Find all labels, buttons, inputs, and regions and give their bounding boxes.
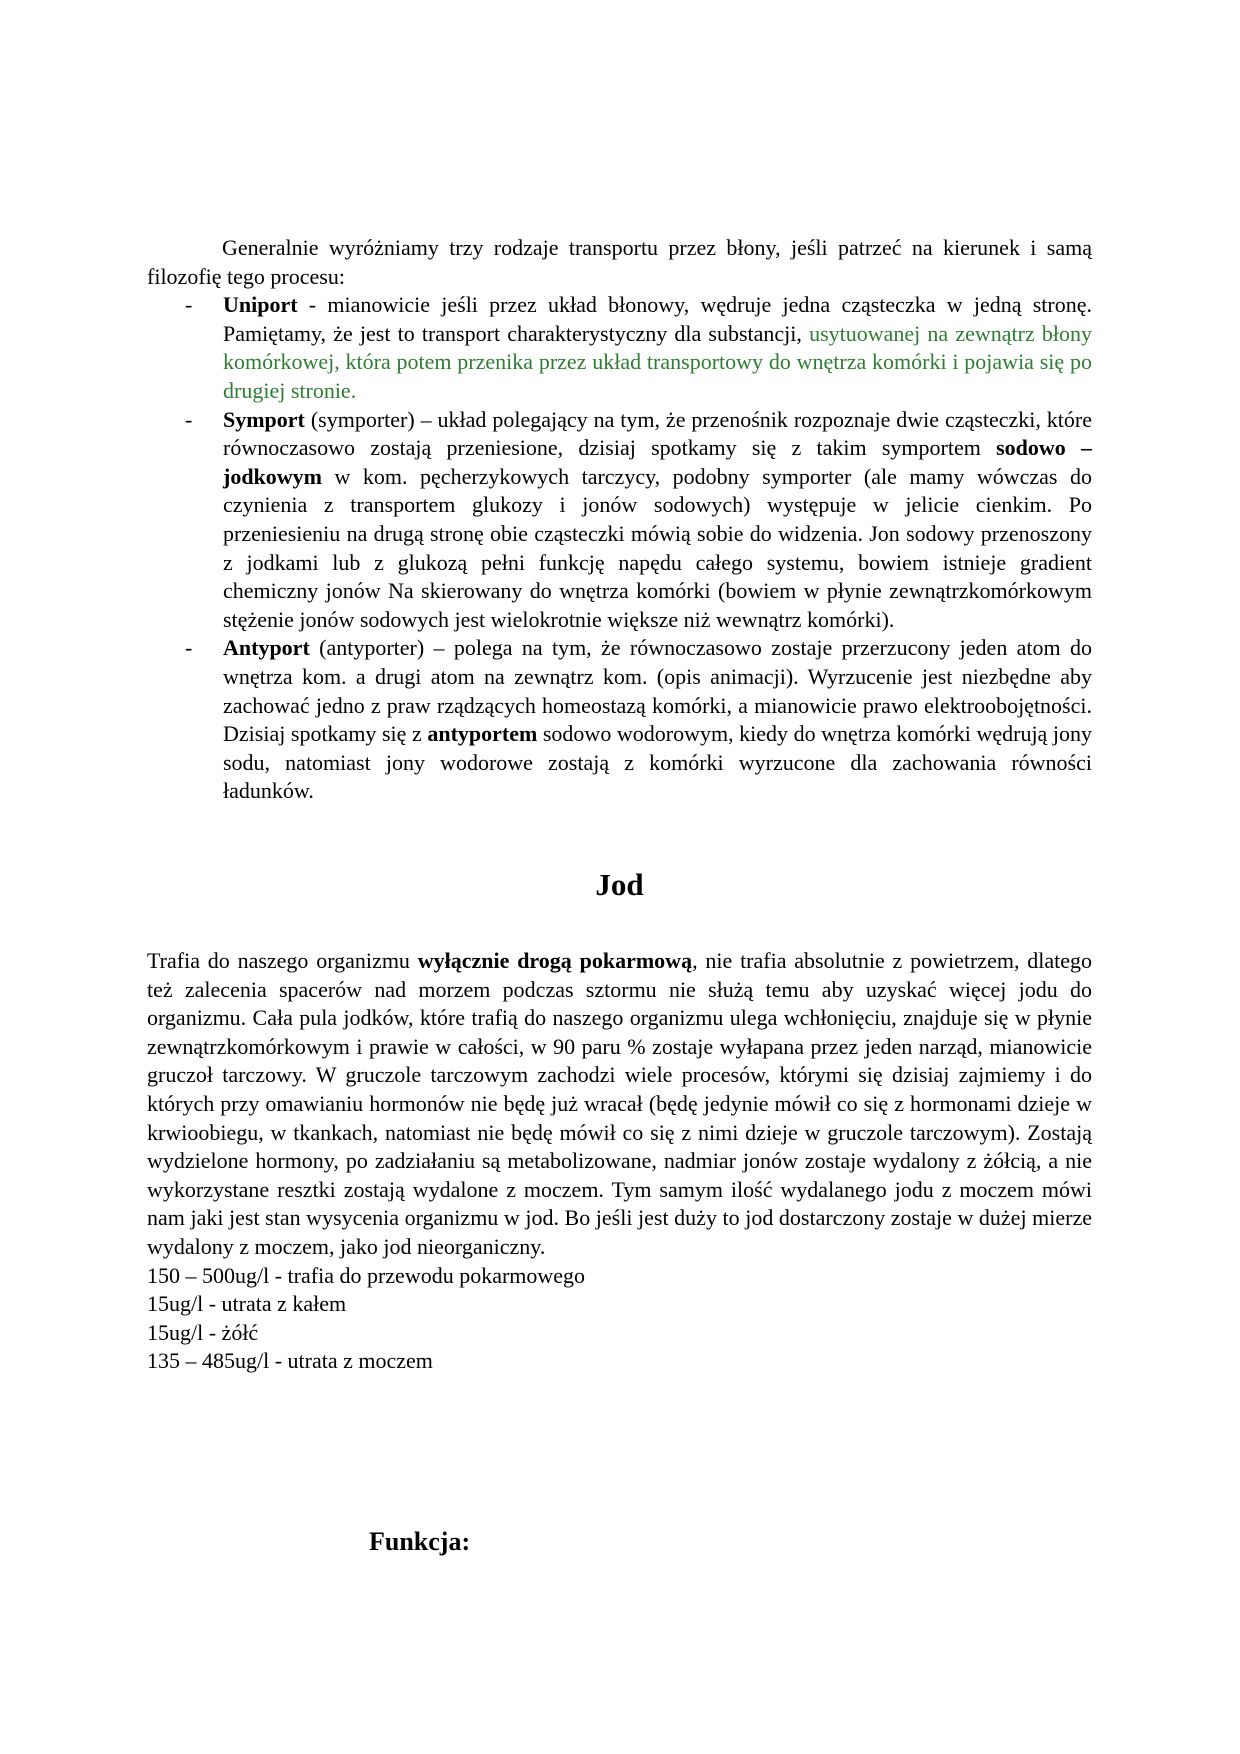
iodine-flow-list <box>147 1262 1092 1376</box>
uniport-text: - mianowicie jeśli przez układ błonowy, wędruje jedna cząsteczka w jedną stronę. Pamiętamy, że jest to transport charakterystyczny dla substancji, <box>223 292 1092 346</box>
list-dash: - <box>185 406 193 432</box>
symport-text-a: (symporter) – układ polegający na tym, że przenośnik rozpoznaje dwie cząsteczki, które równoczasowo zostają przeniesione, dzisiaj spotkamy się z takim symportem <box>223 406 1092 461</box>
flow-item: 15ug/l - żółć <box>147 1319 259 1345</box>
heading-funkcja: Funkcja: <box>369 1527 471 1556</box>
flow-item: 135 – 485ug/l - utrata z moczem <box>147 1348 433 1374</box>
antyport-bold-term: antyportem <box>427 721 538 747</box>
symport-text-c: w kom. pęcherzykowych tarczycy, podobny symporter (ale mamy wówczas do czynienia z transportem glukozy i jonów sodowych) występuje w jelicie cienkim. Po przeniesieniu na drugą stronę obie cząsteczki mówią sobie do widzenia. Jon sodowy przenoszony z jodkami lub z glukozą pełni funkcję napędu całego systemu, bowiem istnieje gradient chemiczny jonów Na skierowany do wnętrza komórki (bowiem w płynie zewnątrzkomórkowym stężenie jonów sodowych jest wielokrotnie większe niż wewnątrz komórki). <box>223 463 1092 632</box>
list-item-symport <box>147 406 1092 635</box>
iodine-section <box>147 947 1092 1376</box>
symport-bold-term: sodowo – jodkowym <box>223 435 1092 489</box>
list-dash: - <box>185 635 193 661</box>
flow-item: 150 – 500ug/l - trafia do przewodu pokarmowego <box>147 1262 586 1288</box>
iodine-text-a: Trafia do naszego organizmu <box>147 948 418 973</box>
transport-types-list <box>147 291 1092 806</box>
iodine-paragraph <box>147 947 1092 1262</box>
antyport-text-c: sodowo wodorowym, kiedy do wnętrza komórki wędrują jony sodu, natomiast jony wodorowe zostają z komórki wyrzucone dla zachowania równości ładunków. <box>223 721 1092 804</box>
antyport-text-a: (antyporter) – polega na tym, że równoczasowo zostaje przerzucony jeden atom do wnętrza kom. a drugi atom na zewnątrz kom. (opis animacji). Wyrzucenie jest niezbędne aby zachować jedno z praw rządzących homeostazą komórki, a mianowicie prawo elektroobojętności. Dzisiaj spotkamy się z <box>223 635 1092 747</box>
intro-paragraph: Generalnie wyróżniamy trzy rodzaje transportu przez błony, jeśli patrzeć na kierunek i samą filozofię tego procesu: <box>147 235 1092 289</box>
heading-jod: Jod <box>595 867 644 902</box>
iodine-bold-text: wyłącznie drogą pokarmową <box>417 948 693 973</box>
uniport-highlight-text: usytuowanej na zewnątrz błony komórkowej, która potem przenika przez układ transportowy do wnętrza komórki i pojawia się po drugiej stronie. <box>223 320 1093 403</box>
flow-item: 15ug/l - utrata z kałem <box>147 1291 347 1317</box>
list-item-uniport <box>147 291 1092 405</box>
list-dash: - <box>185 292 193 318</box>
term-symport: Symport <box>223 406 305 432</box>
list-item-antyport <box>147 634 1092 806</box>
document-body <box>147 234 1093 1556</box>
iodine-text-b: , nie trafia absolutnie z powietrzem, dlatego też zalecenia spacerów nad morzem podczas sztormu nie służą temu aby uzyskać więcej jodu do organizmu. Cała pula jodków, które trafią do naszego organizmu ulega wchłonięciu, znajduje się w płynie zewnątrzkomórkowym i prawie w całości, w 90 paru % zostaje wyłapana przez jeden narząd, mianowicie gruczoł tarczowy. W gruczole tarczowym zachodzi wiele procesów, którymi się dzisiaj zajmiemy i do których przy omawianiu hormonów nie będę już wracał (będę jedynie mówił co się z hormonami dzieje w krwioobiegu, w tkankach, natomiast nie będę mówił co się z nimi dzieje w gruczole tarczowym). Zostają wydzielone hormony, po zadziałaniu są metabolizowane, nadmiar jonów zostaje wydalony z żółcią, a nie wykorzystane resztki zostają wydalone z moczem. Tym samym ilość wydalanego jodu z moczem mówi nam jaki jest stan wysycenia organizmu w jod. Bo jeśli jest duży to jod dostarczony zostaje w dużej mierze wydalony z moczem, jako jod nieorganiczny. <box>147 948 1093 1259</box>
term-antyport: Antyport <box>223 635 310 661</box>
term-uniport: Uniport <box>223 292 298 318</box>
